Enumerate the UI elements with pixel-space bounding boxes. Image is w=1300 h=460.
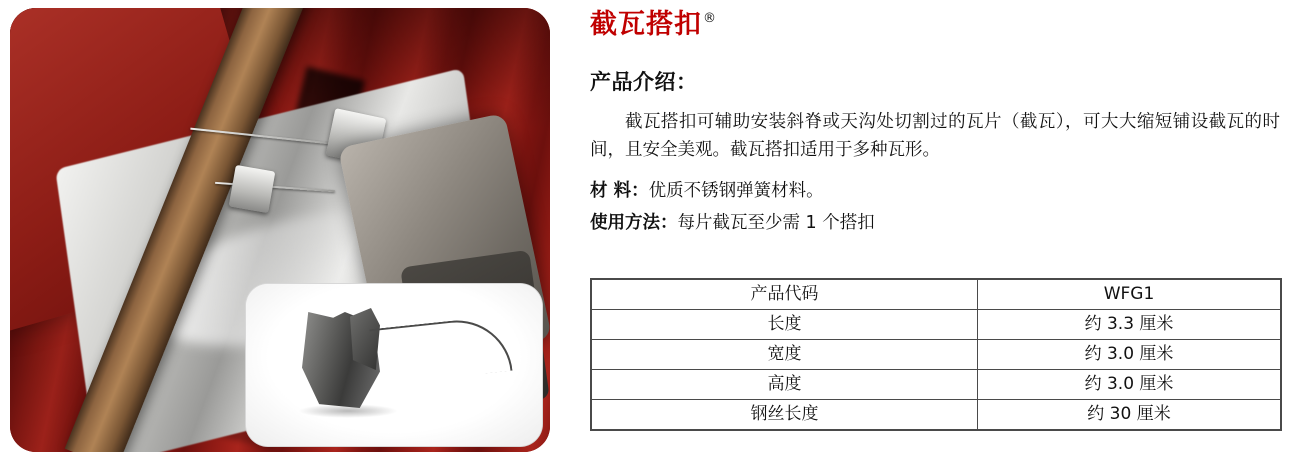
- spec-value: 约 3.3 厘米: [978, 310, 1281, 340]
- main-product-photo: [10, 8, 550, 452]
- product-title-row: [590, 10, 716, 40]
- tile-clip-lower: [229, 165, 276, 213]
- usage-value: 每片截瓦至少需 1 个搭扣: [677, 213, 875, 233]
- spec-name: 长度: [591, 310, 978, 340]
- material-line: [590, 178, 1280, 204]
- intro-heading: 产品介绍：: [590, 70, 698, 94]
- spec-name: 高度: [591, 370, 978, 400]
- usage-label: 使用方法：: [590, 213, 678, 233]
- spec-name: 钢丝长度: [591, 400, 978, 431]
- product-info-panel: [590, 0, 1290, 460]
- table-row: [591, 370, 1281, 400]
- spec-value: 约 30 厘米: [978, 400, 1281, 431]
- table-row: [591, 340, 1281, 370]
- spec-value: 约 3.0 厘米: [978, 340, 1281, 370]
- spec-value: 约 3.0 厘米: [978, 370, 1281, 400]
- intro-paragraph: 截瓦搭扣可辅助安装斜脊或天沟处切割过的瓦片（截瓦），可大大缩短铺设截瓦的时间，且安全美观。截瓦搭扣适用于多种瓦形。: [590, 112, 1280, 161]
- specification-table: [590, 278, 1282, 431]
- page-title: 截瓦搭扣: [590, 9, 702, 40]
- usage-line: [590, 210, 1280, 236]
- table-row: [591, 279, 1281, 310]
- table-row: [591, 400, 1281, 431]
- spec-name: 宽度: [591, 340, 978, 370]
- material-label: 材 料：: [590, 181, 649, 201]
- specification-table-body: [591, 279, 1281, 430]
- table-row: [591, 310, 1281, 340]
- spec-value: WFG1: [978, 279, 1281, 310]
- spec-name: 产品代码: [591, 279, 978, 310]
- registered-trademark-icon: ®: [703, 11, 716, 26]
- inset-product-photo: [246, 284, 542, 446]
- material-value: 优质不锈钢弹簧材料。: [648, 181, 824, 201]
